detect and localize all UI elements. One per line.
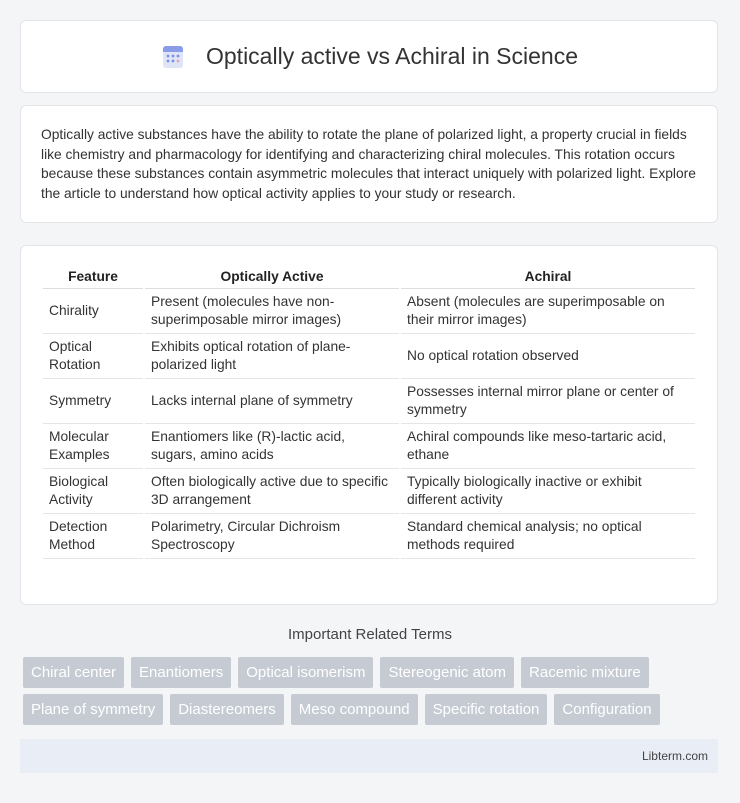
achiral-cell: Achiral compounds like meso-tartaric acid, ethane [401, 424, 695, 469]
feature-cell: Symmetry [43, 379, 143, 424]
achiral-cell: Possesses internal mirror plane or center of symmetry [401, 379, 695, 424]
table-header-row [43, 264, 695, 289]
term-tag[interactable]: Racemic mixture [521, 657, 649, 688]
comparison-table [41, 264, 697, 559]
table-row [43, 379, 695, 424]
term-tag[interactable]: Enantiomers [131, 657, 231, 688]
optically-active-cell: Exhibits optical rotation of plane-polarized light [145, 334, 399, 379]
optically-active-cell: Enantiomers like (R)-lactic acid, sugars, amino acids [145, 424, 399, 469]
term-tag[interactable]: Meso compound [291, 694, 418, 725]
term-tag[interactable]: Diastereomers [170, 694, 284, 725]
table-row [43, 289, 695, 334]
document-grid-icon [160, 44, 186, 70]
feature-cell: Detection Method [43, 514, 143, 559]
achiral-cell: Standard chemical analysis; no optical methods required [401, 514, 695, 559]
title-card [20, 20, 718, 93]
footer [20, 739, 718, 773]
comparison-table-card [20, 245, 718, 605]
feature-cell: Chirality [43, 289, 143, 334]
table-row [43, 469, 695, 514]
term-tag[interactable]: Configuration [554, 694, 659, 725]
column-header-feature: Feature [43, 264, 143, 289]
related-terms-heading: Important Related Terms [288, 626, 452, 643]
achiral-cell: Absent (molecules are superimposable on their mirror images) [401, 289, 695, 334]
term-tag[interactable]: Specific rotation [425, 694, 548, 725]
feature-cell: Molecular Examples [43, 424, 143, 469]
table-row [43, 514, 695, 559]
term-tag[interactable]: Chiral center [23, 657, 124, 688]
term-tag[interactable]: Optical isomerism [238, 657, 373, 688]
table-row [43, 424, 695, 469]
table-row [43, 334, 695, 379]
column-header-achiral: Achiral [401, 264, 695, 289]
feature-cell: Optical Rotation [43, 334, 143, 379]
intro-paragraph: Optically active substances have the ability to rotate the plane of polarized light, a property crucial in fields like chemistry and pharmacology for identifying and characterizing chiral molecules. This rotation occurs because these substances contain asymmetric molecules that interact uniquely with polarized light. Explore the article to understand how optical activity applies to your study or research. [41, 127, 696, 201]
feature-cell: Biological Activity [43, 469, 143, 514]
optically-active-cell: Often biologically active due to specific 3D arrangement [145, 469, 399, 514]
related-terms [23, 657, 723, 731]
optically-active-cell: Present (molecules have non-superimposable mirror images) [145, 289, 399, 334]
term-tag[interactable]: Plane of symmetry [23, 694, 163, 725]
achiral-cell: No optical rotation observed [401, 334, 695, 379]
column-header-optically-active: Optically Active [145, 264, 399, 289]
related-terms-row [23, 657, 723, 688]
optically-active-cell: Polarimetry, Circular Dichroism Spectroscopy [145, 514, 399, 559]
page-title: Optically active vs Achiral in Science [206, 43, 578, 69]
footer-site-link[interactable]: Libterm.com [641, 749, 708, 763]
term-tag[interactable]: Stereogenic atom [380, 657, 514, 688]
intro-card [20, 105, 718, 223]
optically-active-cell: Lacks internal plane of symmetry [145, 379, 399, 424]
achiral-cell: Typically biologically inactive or exhibit different activity [401, 469, 695, 514]
related-terms-row [23, 694, 723, 725]
